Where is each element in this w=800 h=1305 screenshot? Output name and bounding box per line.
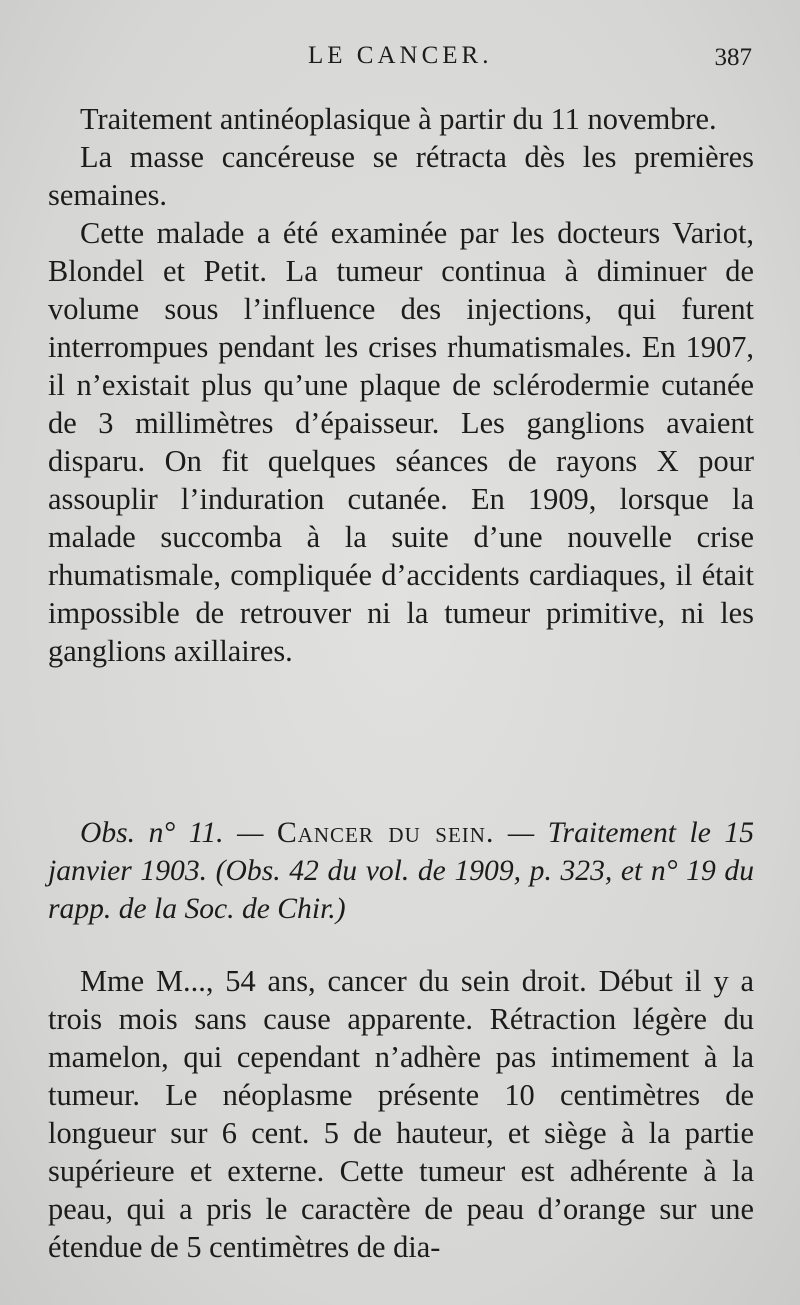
- dash: —: [223, 817, 277, 849]
- paragraph: Cette malade a été examinée par les docteurs Variot, Blondel et Petit. La tumeur continua à diminuer de volume sous l’influence des injections, qui furent interrompues pendant les crises rhumatismales. En 1907, il n’existait plus qu’une plaque de sclérodermie cutanée de 3 millimètres d’épaisseur. Les ganglions avaient disparu. On fit quelques séances de rayons X pour assouplir l’induration cutanée. En 1909, lorsque la malade succomba à la suite d’une nouvelle crise rhumatismale, compliquée d’accidents cardiaques, il était impossible de retrouver ni la tumeur primitive, ni les ganglions axillaires.: [48, 216, 754, 668]
- observation-details: Traitement le 15 janvier 1903. (Obs. 42 du vol. de 1909, p. 323, et n° 19 du rapp. de la Soc. de Chir.): [48, 817, 754, 925]
- running-title: LE CANCER.: [308, 42, 493, 69]
- dash: —: [494, 817, 548, 849]
- observation-heading: [48, 814, 754, 928]
- observation-number: Obs. n° 11.: [80, 817, 224, 849]
- text-block-bottom: [48, 962, 754, 1266]
- paragraph: Traitement antinéoplasique à partir du 11 novembre.: [80, 102, 717, 136]
- observation-title: Cancer du sein.: [276, 817, 495, 849]
- page-header: [0, 42, 800, 82]
- page-number: 387: [714, 44, 752, 71]
- text-block-top: [48, 100, 754, 670]
- paragraph: Mme M..., 54 ans, cancer du sein droit. Début il y a trois mois sans cause apparente. Rétraction légère du mamelon, qui cependant n’adhère pas intimement à la tumeur. Le néoplasme présente 10 centimètres de longueur sur 6 cent. 5 de hauteur, et siège à la partie supérieure et externe. Cette tumeur est adhérente à la peau, qui a pris le caractère de peau d’orange sur une étendue de 5 centimètres de dia-: [48, 964, 754, 1264]
- paragraph: La masse cancéreuse se rétracta dès les premières semaines.: [48, 140, 754, 212]
